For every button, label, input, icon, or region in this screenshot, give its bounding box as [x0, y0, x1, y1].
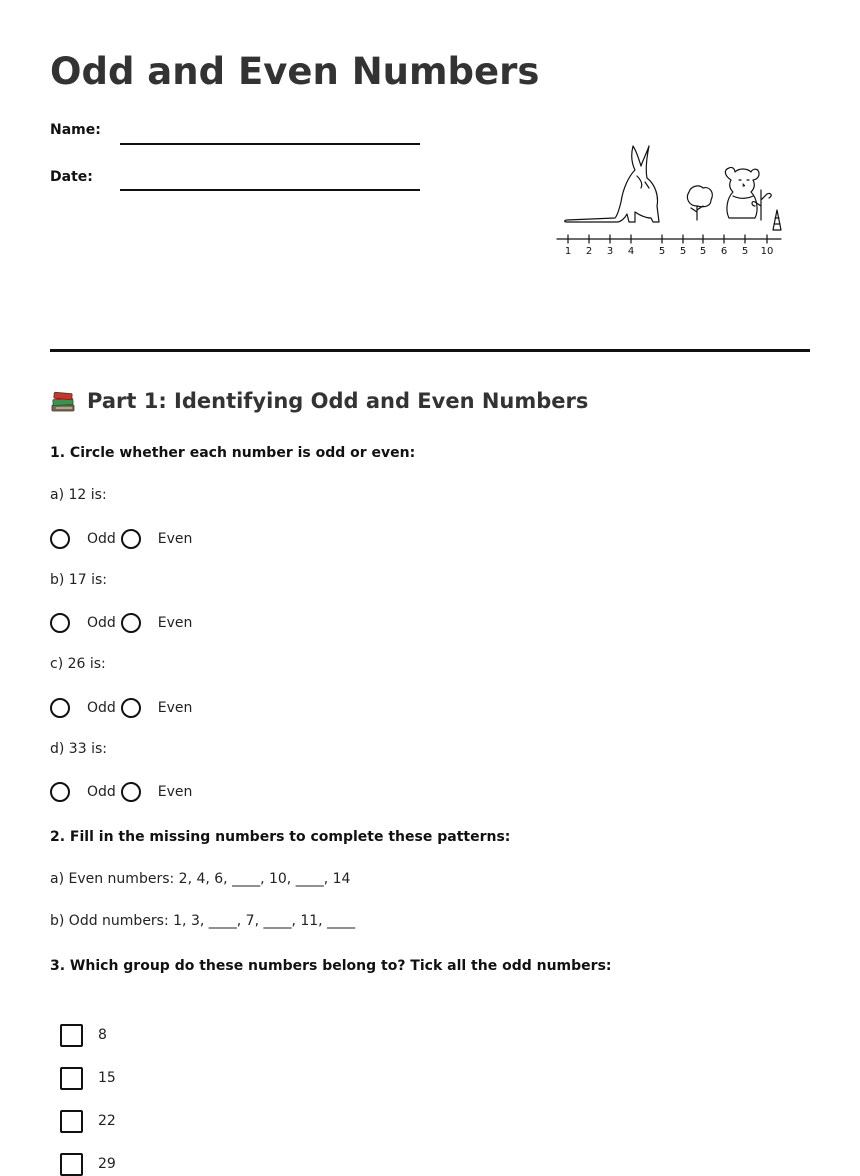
numberline-label: 5: [699, 246, 707, 257]
question-1b-options: [50, 611, 192, 635]
even-radio[interactable]: [121, 529, 141, 549]
part1-heading: [50, 388, 588, 414]
books-icon: [50, 388, 76, 414]
date-label: Date:: [50, 169, 93, 185]
even-label: Even: [157, 700, 193, 716]
question-3-prompt: 3. Which group do these numbers belong to? Tick all the odd numbers:: [50, 958, 612, 974]
numberline-label: 5: [741, 246, 749, 257]
tree-icon: [687, 186, 712, 220]
odd-radio[interactable]: [50, 529, 70, 549]
question-3-option: [60, 1152, 116, 1176]
page-title: Odd and Even Numbers: [50, 50, 540, 93]
question-3-option: [60, 1066, 116, 1090]
option-checkbox[interactable]: [60, 1153, 83, 1176]
koala-icon: [725, 167, 759, 218]
pine-tree-icon: [773, 210, 781, 230]
even-label: Even: [157, 615, 193, 631]
option-checkbox[interactable]: [60, 1067, 83, 1090]
odd-label: Odd: [87, 784, 116, 800]
odd-radio[interactable]: [50, 613, 70, 633]
numberline-label: 2: [585, 246, 593, 257]
odd-radio[interactable]: [50, 782, 70, 802]
even-radio[interactable]: [121, 613, 141, 633]
option-label: 15: [98, 1070, 116, 1086]
even-radio[interactable]: [121, 782, 141, 802]
option-label: 8: [98, 1027, 107, 1043]
question-1b-label: b) 17 is:: [50, 572, 107, 588]
question-3-option: [60, 1109, 116, 1133]
option-checkbox[interactable]: [60, 1110, 83, 1133]
part1-title: Part 1: Identifying Odd and Even Numbers: [87, 389, 589, 413]
question-1d-label: d) 33 is:: [50, 741, 107, 757]
question-1d-options: [50, 780, 192, 804]
question-2-prompt: 2. Fill in the missing numbers to complete these patterns:: [50, 829, 511, 845]
odd-label: Odd: [87, 700, 116, 716]
even-label: Even: [157, 784, 193, 800]
question-2b-text: b) Odd numbers: 1, 3, ____, 7, ____, 11, ____: [50, 913, 356, 929]
question-1-prompt: 1. Circle whether each number is odd or even:: [50, 445, 416, 461]
name-label: Name:: [50, 122, 101, 138]
date-field[interactable]: [120, 189, 420, 191]
option-label: 22: [98, 1113, 116, 1129]
option-checkbox[interactable]: [60, 1024, 83, 1047]
question-1c-options: [50, 696, 192, 720]
name-field[interactable]: [120, 143, 420, 145]
numberline-label: 5: [658, 246, 666, 257]
question-1a-label: a) 12 is:: [50, 487, 107, 503]
question-1c-label: c) 26 is:: [50, 656, 106, 672]
numberline-label: 1: [564, 246, 572, 257]
numberline-label: 3: [606, 246, 614, 257]
odd-radio[interactable]: [50, 698, 70, 718]
numberline-label: 10: [760, 246, 774, 257]
question-2a-text: a) Even numbers: 2, 4, 6, ____, 10, ____, 14: [50, 871, 351, 887]
question-1a-options: [50, 527, 192, 551]
question-3-option: [60, 1023, 107, 1047]
odd-label: Odd: [87, 531, 116, 547]
even-label: Even: [157, 531, 193, 547]
kangaroo-icon: [565, 146, 659, 222]
small-tree-icon: [752, 190, 771, 220]
section-divider: [50, 349, 810, 352]
numberline-label: 4: [627, 246, 635, 257]
odd-label: Odd: [87, 615, 116, 631]
even-radio[interactable]: [121, 698, 141, 718]
option-label: 29: [98, 1156, 116, 1172]
numberline-label: 6: [720, 246, 728, 257]
numberline-label: 5: [679, 246, 687, 257]
animals-numberline-illustration: [555, 140, 785, 260]
